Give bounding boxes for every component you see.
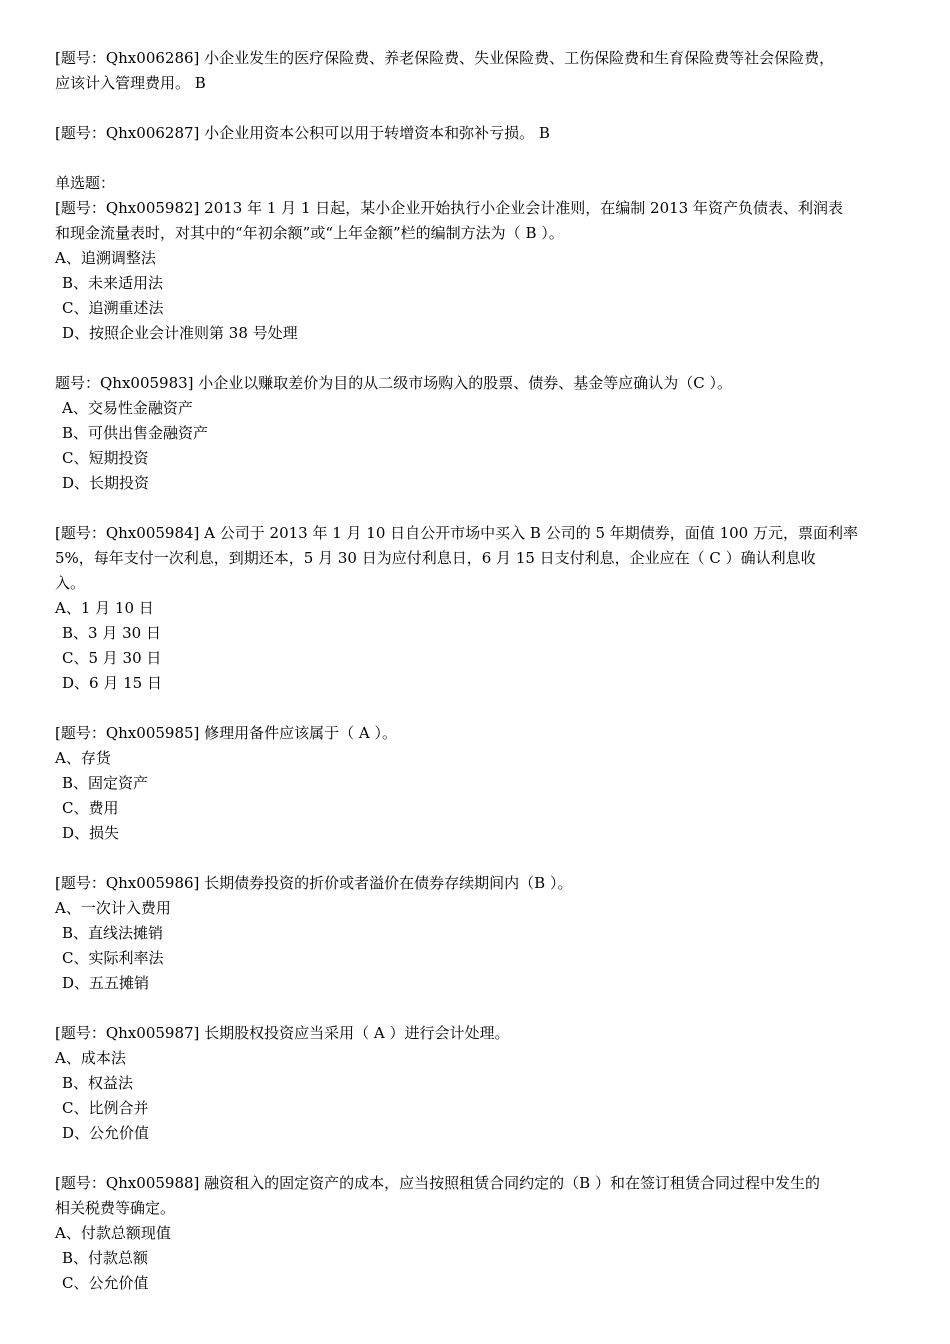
option-d: D、按照企业会计准则第 38 号处理 [62, 324, 298, 342]
option-c: C、5 月 30 日 [62, 649, 162, 667]
question-stem-line: [题号：Qhx005982] 2013 年 1 月 1 日起，某小企业开始执行小企业会计准则，在编制 2013 年资产负债表、利润表 [55, 199, 843, 217]
option-b: B、可供出售金融资产 [62, 424, 209, 442]
option-a: A、交易性金融资产 [62, 399, 193, 417]
question-stem-line: 和现金流量表时，对其中的“年初余额”或“上年金额”栏的编制方法为（ B ）。 [55, 224, 564, 242]
question-stem-line: [题号：Qhx005987] 长期股权投资应当采用（ A ）进行会计处理。 [55, 1024, 510, 1042]
option-b: B、权益法 [62, 1074, 134, 1092]
tf-question-1-line-2: 应该计入管理费用。 B [55, 74, 206, 92]
option-a: A、成本法 [55, 1049, 126, 1067]
question-stem [55, 521, 897, 596]
option-d: D、公允价值 [62, 1124, 150, 1142]
question-block [55, 1171, 897, 1296]
question-block [55, 521, 897, 696]
option-d: D、五五摊销 [62, 974, 150, 992]
question-block [55, 1021, 897, 1146]
question-stem-line: 入。 [55, 574, 86, 592]
option-b: B、3 月 30 日 [62, 624, 161, 642]
option-b: B、未来适用法 [62, 274, 164, 292]
question-block [55, 196, 897, 346]
option-d: D、损失 [62, 824, 120, 842]
option-c: C、比例合并 [62, 1099, 149, 1117]
question-stem-line: 题号：Qhx005983] 小企业以赚取差价为目的从二级市场购入的股票、债券、基金等应确认为（C ）。 [55, 374, 733, 392]
option-c: C、公允价值 [62, 1274, 149, 1292]
question-block [55, 721, 897, 846]
question-stem-line: [题号：Qhx005984] A 公司于 2013 年 1 月 10 日自公开市场中买入 B 公司的 5 年期债券，面值 100 万元，票面利率 [55, 524, 858, 542]
question-stem [55, 371, 897, 396]
question-block [55, 371, 897, 496]
option-c: C、短期投资 [62, 449, 149, 467]
question-stem-line: [题号：Qhx005985] 修理用备件应该属于（ A ）。 [55, 724, 398, 742]
option-d: D、长期投资 [62, 474, 150, 492]
option-b: B、固定资产 [62, 774, 149, 792]
tf-question-2-line-1: [题号：Qhx006287] 小企业用资本公积可以用于转增资本和弥补亏损。 B [55, 124, 550, 142]
option-a: A、追溯调整法 [55, 249, 156, 267]
tf-question-2 [55, 121, 897, 146]
option-c: C、追溯重述法 [62, 299, 164, 317]
option-a: A、1 月 10 日 [55, 599, 154, 617]
question-stem-line: 相关税费等确定。 [55, 1199, 176, 1217]
option-a: A、付款总额现值 [55, 1224, 171, 1242]
option-a: A、一次计入费用 [55, 899, 171, 917]
option-b: B、直线法摊销 [62, 924, 164, 942]
question-stem [55, 196, 897, 246]
question-stem [55, 1021, 897, 1046]
option-a: A、存货 [55, 749, 111, 767]
question-stem-line: [题号：Qhx005986] 长期债券投资的折价或者溢价在债券存续期间内（B ）。 [55, 874, 573, 892]
question-stem [55, 871, 897, 896]
option-c: C、实际利率法 [62, 949, 164, 967]
section-label: 单选题： [55, 174, 116, 192]
tf-question-1 [55, 46, 897, 96]
tf-question-1-line-1: [题号：Qhx006286] 小企业发生的医疗保险费、养老保险费、失业保险费、工伤保险费和生育保险费等社会保险费， [55, 49, 835, 67]
question-stem-line: 5%，每年支付一次利息，到期还本，5 月 30 日为应付利息日，6 月 15 日支付利息，企业应在（ C ）确认利息收 [55, 549, 816, 567]
option-c: C、费用 [62, 799, 119, 817]
question-stem [55, 1171, 897, 1221]
question-stem [55, 721, 897, 746]
document-body [55, 46, 897, 1296]
question-block [55, 871, 897, 996]
question-stem-line: [题号：Qhx005988] 融资租入的固定资产的成本，应当按照租赁合同约定的（B ）和在签订租赁合同过程中发生的 [55, 1174, 820, 1192]
option-b: B、付款总额 [62, 1249, 149, 1267]
option-d: D、6 月 15 日 [62, 674, 162, 692]
